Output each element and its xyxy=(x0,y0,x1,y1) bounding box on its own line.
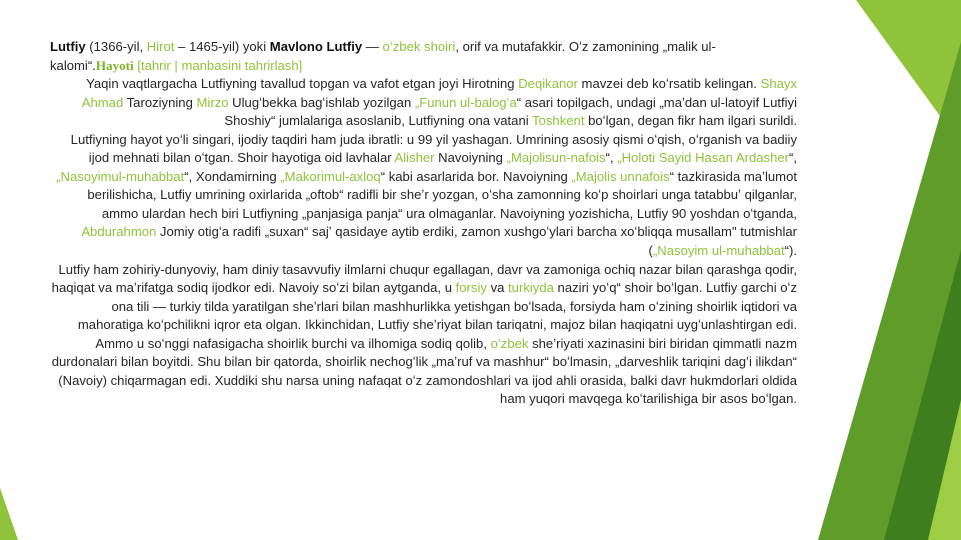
body-text: “ tazkirasida maʼlumot berilishicha, Lutfiy umrining oxirlarida „oftob“ radifli bir sheʼr yozgan, oʻsha zamonning koʻp shoirlari unga tatabbuʼ qilganlar, ammo ulardan hech biri Lutfiyning „panjasiga panja“ ura olmaganlar. Navoiyning yozishicha, Lutfiy 90 yoshdan oʻtganda, xyxy=(87,168,797,221)
wiki-link[interactable]: Hirot xyxy=(146,39,175,54)
wiki-link[interactable]: turkiyda xyxy=(508,280,554,296)
wiki-link[interactable]: Mirzo xyxy=(196,94,229,110)
wiki-link[interactable]: „Nasoyimul-muhabbat xyxy=(56,168,185,184)
paragraph-3 xyxy=(50,131,797,261)
body-text: Lutfiyning hayot yoʻli singari, ijodiy taqdiri ham juda ibratli: u 99 yil yashagan. Umrining asosiy qismi oʻqish, oʻrganish va badiiy ijod mehnati bilan oʻtgan. Shoir hayotiga oid lavhalar xyxy=(70,131,797,166)
wiki-link[interactable]: forsiy xyxy=(455,280,487,296)
body-text: sheʼriyati xazinasini biri biridan qimmatli nazm durdonalari bilan boyitdi. Shu bilan bir qatorda, shoirlik nechogʻlik „maʼruf va mashhur“ boʻlmasin, „darveshlik tariqini dagʻi ilikdan“ (Navoiy) chiqarmagan edi. Xuddiki shu narsa uning nafaqat oʻz zamondoshlari va ijod ahli orasida, balki davr hukmdorlari oldida ham yuqori mavqega koʻtarilishiga bir asos boʻlgan. xyxy=(51,335,797,407)
body-text: , orif va mutafakkir. Oʻz zamonining „malik ul-kalomi“. xyxy=(50,39,716,73)
body-text: naziri yoʻq“ shoir boʻlgan. Lutfiy garchi oʻz ona tili — turkiy tilda yaratilgan sheʼrlari bilan mashhurlikka yetishgan boʻlsada, forsiyda ham oʻzining shoirlik iqtidori va mahoratiga koʻpchilikni iqror eta olgan. Ikkinchidan, Lutfiy sheʼriyat bilan tariqatni, majoz bilan haqiqatni uygʻunlashtirgan edi. Ammo u soʻnggi nafasigacha shoirlik burchi va ilhomiga sodiq qolib, xyxy=(77,280,797,351)
paragraph-2 xyxy=(50,75,797,131)
body-text: Yaqin vaqtlargacha Lutfiyning tavallud topgan va vafot etgan joyi Hirotning xyxy=(86,76,519,92)
body-text: “ asari topilgach, undagi „maʼdan ul-latoyif Lutfiyi Shoshiy“ jumlalariga asoslanib, Lutfiyning ona vatani xyxy=(224,94,797,129)
section-heading: Hayoti xyxy=(95,57,134,73)
body-text: Navoiyning xyxy=(434,150,507,166)
body-text: boʻlgan, degan fikr ham ilgari surildi. xyxy=(584,113,797,129)
wiki-link[interactable]: Toshkent xyxy=(532,113,585,129)
paragraph-1 xyxy=(50,38,797,75)
wiki-link[interactable]: oʻzbek xyxy=(490,335,529,351)
wiki-link[interactable]: „Majolisun-nafois xyxy=(506,150,606,166)
body-text: – 1465-yil) yoki xyxy=(174,39,270,54)
body-text: Ulugʻbekka bagʻishlab yozilgan xyxy=(228,94,415,110)
article-body xyxy=(50,38,797,409)
wiki-link[interactable]: „Funun ul-balogʻa xyxy=(414,94,517,110)
wiki-link[interactable]: oʻzbek shoiri xyxy=(382,39,456,54)
paragraph-4 xyxy=(50,261,797,409)
wiki-link[interactable]: Shayx Ahmad xyxy=(81,76,797,110)
body-text: Jomiy otigʻa radifi „suxan“ sajʼ qasidaye aytib erdiki, zamon xushgoʻylari barcha xoʻbliqqa musallam" tutmishlar ( xyxy=(156,224,797,259)
wiki-link[interactable]: Deqikanor xyxy=(518,76,578,92)
body-text: mavzei deb koʻrsatib kelingan. xyxy=(577,76,761,92)
bold-name: Lutfiy xyxy=(50,39,86,54)
wiki-link[interactable]: „Nasoyim ul-muhabbat xyxy=(652,243,785,259)
deco-triangle-left xyxy=(0,488,18,540)
wiki-link[interactable]: Alisher xyxy=(394,150,435,166)
wiki-link[interactable]: „Holoti Sayid Hasan Ardasher xyxy=(617,150,789,166)
body-text: “, xyxy=(789,150,797,166)
body-text: Taroziyning xyxy=(123,94,197,110)
body-text: va xyxy=(486,280,509,296)
wiki-link[interactable]: „Makorimul-axloq xyxy=(280,168,381,184)
body-text: Lutfiy ham zohiriy-dunyoviy, ham diniy tasavvufiy ilmlarni chuqur egallagan, davr va zamoniga ochiq nazar bilan qarashga qodir, haqiqat va maʼrifatga sodiq ijodkor edi. Navoiy soʻzi bilan aytganda, u xyxy=(51,261,797,296)
wiki-link[interactable]: Abdurahmon xyxy=(81,224,157,240)
wiki-link[interactable]: [tahrir | manbasini tahrirlash] xyxy=(137,57,303,73)
body-text: “, xyxy=(605,150,618,166)
body-text: — xyxy=(362,39,383,54)
bold-name: Mavlono Lutfiy xyxy=(269,39,363,54)
body-text: (1366-yil, xyxy=(85,39,147,54)
body-text: “ kabi asarlarida bor. Navoiyning xyxy=(380,168,572,184)
body-text: “, Xondamirning xyxy=(184,168,281,184)
body-text: “). xyxy=(784,243,797,259)
wiki-link[interactable]: „Majolis unnafois xyxy=(571,168,670,184)
